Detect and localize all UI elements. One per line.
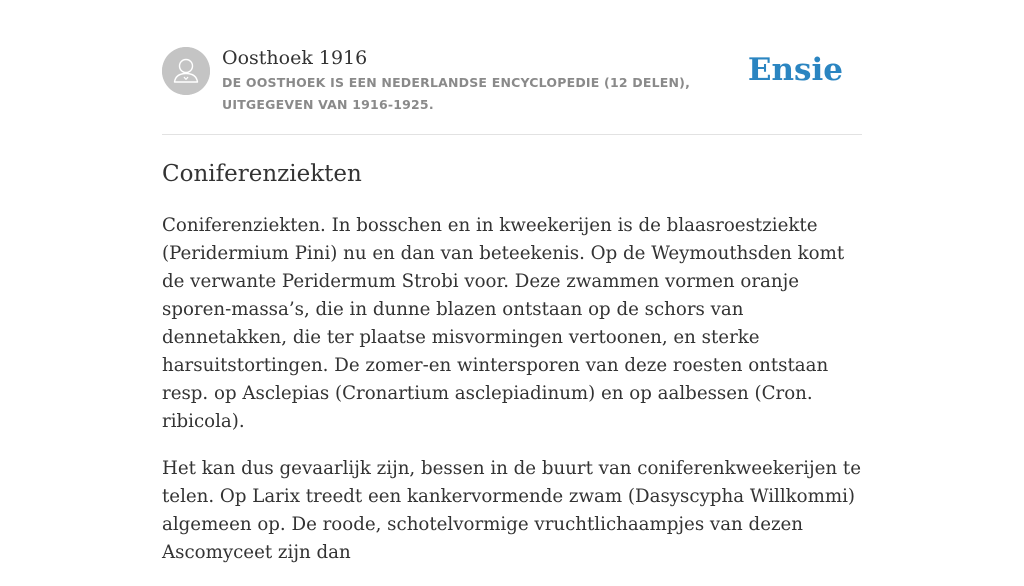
article-paragraph: Coniferenziekten. In bosschen en in kweekerijen is de blaasroestziekte (Peridermium Pini) nu en dan van beteekenis. Op de Weymouthsden komt de verwante Peridermum Strobi voor. Deze zwammen vormen oranje sporen-massa’s, die in dunne blazen ontstaan op de schors van dennetakken, die ter plaatse misvormingen vertoonen, en sterke harsuitstortingen. De zomer-en wintersporen van deze roesten ontstaan resp. op Asclepias (Cronartium asclepiadinum) en op aalbessen (Cron. ribicola). [162, 215, 845, 432]
ensie-logo[interactable]: Ensie [747, 52, 843, 88]
article-body [162, 212, 862, 586]
page-container [162, 0, 862, 563]
source-description: DE OOSTHOEK IS EEN NEDERLANDSE ENCYCLOPEDIE (12 DELEN), UITGEGEVEN VAN 1916-1925. [222, 75, 691, 112]
source-header [162, 0, 862, 135]
user-placeholder-icon[interactable] [162, 47, 210, 95]
article-paragraph: Het kan dus gevaarlijk zijn, bessen in de buurt van coniferenkweekerijen te telen. Op Larix treedt een kankervormende zwam (Dasyscypha Willkommi) algemeen op. De roode, schotelvormige vruchtlichaampjes van dezen Ascomyceet zijn dan [162, 458, 862, 563]
source-title[interactable]: Oosthoek 1916 [222, 47, 368, 69]
article-title: Coniferenziekten [162, 161, 362, 187]
